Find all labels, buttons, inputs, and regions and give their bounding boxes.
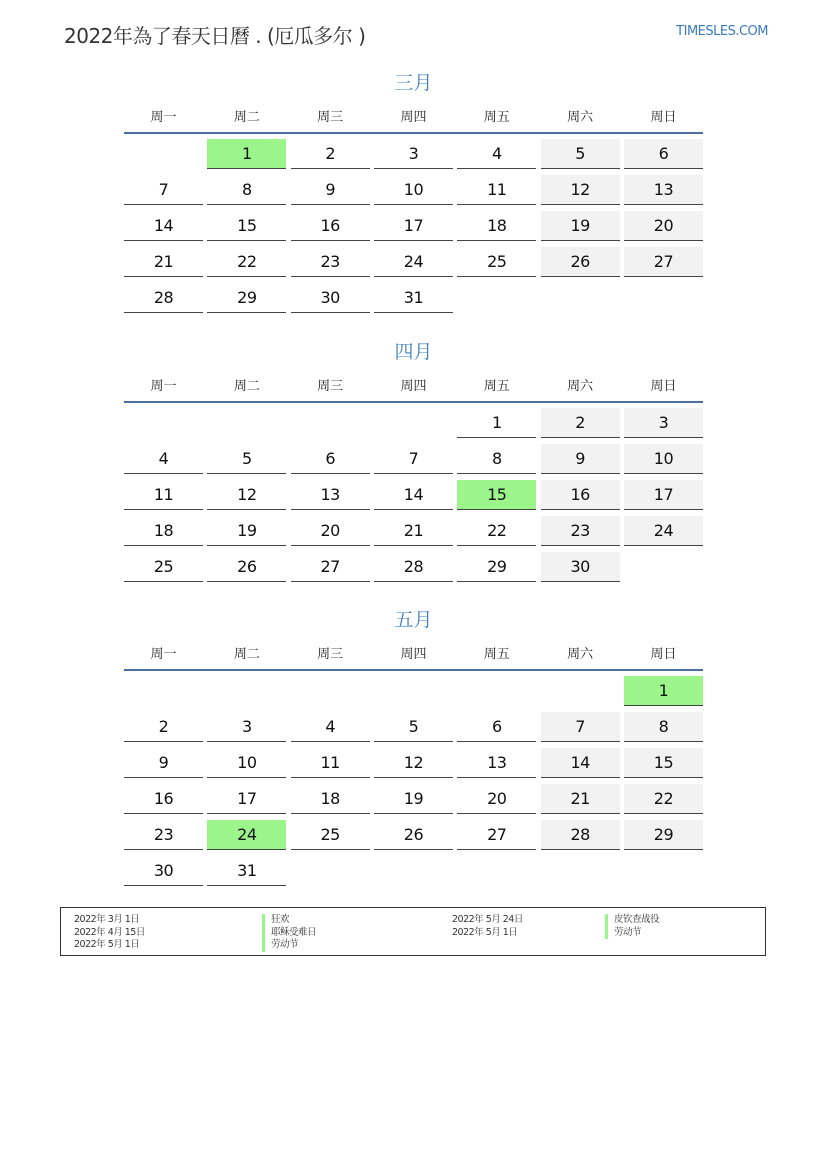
day-cell[interactable]: 27 xyxy=(457,820,536,850)
day-cell[interactable]: 20 xyxy=(291,516,370,546)
day-cell[interactable]: 31 xyxy=(207,856,286,886)
day-cell[interactable]: 19 xyxy=(541,211,620,241)
weekday-label: 周六 xyxy=(567,109,594,125)
day-cell[interactable]: 13 xyxy=(624,175,703,205)
empty-cell xyxy=(457,856,536,886)
day-cell[interactable]: 19 xyxy=(207,516,286,546)
day-cell[interactable]: 21 xyxy=(374,516,453,546)
legend-left-dates xyxy=(74,914,145,952)
day-cell[interactable]: 25 xyxy=(457,247,536,277)
day-cell[interactable]: 26 xyxy=(207,552,286,582)
day-cell[interactable]: 2 xyxy=(291,139,370,169)
empty-cell xyxy=(374,676,453,706)
weekday-header xyxy=(124,367,703,403)
day-cell[interactable]: 27 xyxy=(624,247,703,277)
week-row xyxy=(124,856,703,892)
weekday-label: 周二 xyxy=(233,378,260,394)
weekday-header xyxy=(124,98,703,134)
day-cell[interactable]: 23 xyxy=(124,820,203,850)
day-cell[interactable]: 13 xyxy=(291,480,370,510)
day-cell[interactable]: 3 xyxy=(374,139,453,169)
day-cell[interactable]: 3 xyxy=(207,712,286,742)
legend-right-names xyxy=(605,914,659,939)
day-cell[interactable]: 8 xyxy=(207,175,286,205)
week-row xyxy=(124,444,703,480)
weekday-label: 周六 xyxy=(567,646,594,662)
day-cell[interactable]: 22 xyxy=(457,516,536,546)
day-cell[interactable]: 24 xyxy=(374,247,453,277)
day-cell[interactable]: 11 xyxy=(124,480,203,510)
weekday-label: 周一 xyxy=(150,109,177,125)
day-cell[interactable]: 11 xyxy=(291,748,370,778)
week-row xyxy=(124,820,703,856)
empty-cell xyxy=(291,856,370,886)
day-cell[interactable]: 17 xyxy=(207,784,286,814)
month-april xyxy=(124,337,703,588)
weekday-label: 周二 xyxy=(233,646,260,662)
day-cell[interactable]: 10 xyxy=(374,175,453,205)
empty-cell xyxy=(291,676,370,706)
brand-logo-text[interactable]: TIMESLES.COM xyxy=(676,24,768,39)
day-cell[interactable]: 30 xyxy=(291,283,370,313)
day-cell[interactable]: 15 xyxy=(624,748,703,778)
weekday-label: 周六 xyxy=(567,378,594,394)
legend-date: 2022年 5月 1日 xyxy=(74,939,140,950)
empty-cell xyxy=(124,139,203,169)
day-cell[interactable]: 12 xyxy=(374,748,453,778)
day-cell[interactable]: 15 xyxy=(207,211,286,241)
day-cell[interactable]: 7 xyxy=(374,444,453,474)
day-cell[interactable]: 16 xyxy=(124,784,203,814)
legend-date: 2022年 4月 15日 xyxy=(74,926,145,938)
week-row xyxy=(124,516,703,552)
day-cell[interactable]: 29 xyxy=(207,283,286,313)
week-row xyxy=(124,784,703,820)
day-cell[interactable]: 5 xyxy=(374,712,453,742)
weekday-label: 周五 xyxy=(483,646,510,662)
day-cell[interactable]: 9 xyxy=(541,444,620,474)
month-title: 五月 xyxy=(394,609,433,631)
day-cell[interactable]: 12 xyxy=(207,480,286,510)
week-row xyxy=(124,748,703,784)
day-cell[interactable]: 5 xyxy=(207,444,286,474)
weekday-label: 周日 xyxy=(650,109,677,125)
empty-cell xyxy=(624,552,703,582)
month-march xyxy=(124,68,703,319)
day-cell[interactable]: 4 xyxy=(291,712,370,742)
legend-holiday-name: 劳动节 xyxy=(262,939,316,952)
legend-holiday-name: 狂欢 xyxy=(262,914,316,927)
day-cell[interactable]: 12 xyxy=(541,175,620,205)
weekday-label: 周五 xyxy=(483,109,510,125)
day-cell[interactable]: 29 xyxy=(457,552,536,582)
day-cell[interactable]: 14 xyxy=(374,480,453,510)
weekday-label: 周四 xyxy=(400,646,427,662)
weekday-label: 周四 xyxy=(400,378,427,394)
day-cell[interactable]: 21 xyxy=(541,784,620,814)
weekday-label: 周一 xyxy=(150,646,177,662)
week-row xyxy=(124,283,703,319)
empty-cell xyxy=(624,856,703,886)
holiday-day-cell[interactable]: 15 xyxy=(457,480,536,510)
day-cell[interactable]: 3 xyxy=(624,408,703,438)
week-row xyxy=(124,408,703,444)
day-cell[interactable]: 2 xyxy=(124,712,203,742)
legend-date: 2022年 5月 1日 xyxy=(452,926,518,938)
day-cell[interactable]: 14 xyxy=(124,211,203,241)
empty-cell xyxy=(207,408,286,438)
month-may xyxy=(124,605,703,892)
day-cell[interactable]: 31 xyxy=(374,283,453,313)
week-row xyxy=(124,247,703,283)
page-title: 2022年為了春天日曆 . (厄瓜多尔 ) xyxy=(64,24,366,48)
day-cell[interactable]: 6 xyxy=(624,139,703,169)
weekday-label: 周日 xyxy=(650,378,677,394)
holiday-day-cell[interactable]: 1 xyxy=(624,676,703,706)
weekday-label: 周三 xyxy=(317,109,344,125)
empty-cell xyxy=(374,856,453,886)
day-cell[interactable]: 6 xyxy=(457,712,536,742)
weekday-label: 周三 xyxy=(317,378,344,394)
legend-holiday-name: 劳动节 xyxy=(605,927,659,940)
day-cell[interactable]: 5 xyxy=(541,139,620,169)
week-row xyxy=(124,175,703,211)
empty-cell xyxy=(374,408,453,438)
day-cell[interactable]: 10 xyxy=(624,444,703,474)
week-row xyxy=(124,139,703,175)
weekday-label: 周一 xyxy=(150,378,177,394)
day-cell[interactable]: 1 xyxy=(457,408,536,438)
day-cell[interactable]: 17 xyxy=(374,211,453,241)
day-cell[interactable]: 19 xyxy=(374,784,453,814)
day-cell[interactable]: 23 xyxy=(541,516,620,546)
day-cell[interactable]: 16 xyxy=(291,211,370,241)
day-cell[interactable]: 20 xyxy=(457,784,536,814)
legend-right-dates xyxy=(452,914,523,939)
day-cell[interactable]: 28 xyxy=(124,283,203,313)
day-cell[interactable]: 25 xyxy=(124,552,203,582)
day-cell[interactable]: 13 xyxy=(457,748,536,778)
week-row xyxy=(124,552,703,588)
day-cell[interactable]: 25 xyxy=(291,820,370,850)
day-cell[interactable]: 4 xyxy=(124,444,203,474)
day-cell[interactable]: 7 xyxy=(541,712,620,742)
day-cell[interactable]: 10 xyxy=(207,748,286,778)
empty-cell xyxy=(541,676,620,706)
day-cell[interactable]: 27 xyxy=(291,552,370,582)
day-cell[interactable]: 11 xyxy=(457,175,536,205)
empty-cell xyxy=(541,856,620,886)
holiday-day-cell[interactable]: 24 xyxy=(207,820,286,850)
week-row xyxy=(124,480,703,516)
empty-cell xyxy=(624,283,703,313)
legend-left-names xyxy=(262,914,316,952)
weekday-label: 周四 xyxy=(400,109,427,125)
legend-date: 2022年 3月 1日 xyxy=(74,914,140,925)
empty-cell xyxy=(457,676,536,706)
empty-cell xyxy=(541,283,620,313)
weekday-label: 周五 xyxy=(483,378,510,394)
day-cell[interactable]: 9 xyxy=(291,175,370,205)
day-cell[interactable]: 14 xyxy=(541,748,620,778)
day-cell[interactable]: 22 xyxy=(207,247,286,277)
day-cell[interactable]: 29 xyxy=(624,820,703,850)
day-cell[interactable]: 17 xyxy=(624,480,703,510)
day-cell[interactable]: 2 xyxy=(541,408,620,438)
week-row xyxy=(124,211,703,247)
holiday-day-cell[interactable]: 1 xyxy=(207,139,286,169)
day-cell[interactable]: 18 xyxy=(457,211,536,241)
weekday-header xyxy=(124,635,703,671)
day-cell[interactable]: 21 xyxy=(124,247,203,277)
day-cell[interactable]: 18 xyxy=(124,516,203,546)
day-cell[interactable]: 26 xyxy=(541,247,620,277)
month-title: 四月 xyxy=(394,341,433,363)
weekday-label: 周二 xyxy=(233,109,260,125)
day-cell[interactable]: 22 xyxy=(624,784,703,814)
week-row xyxy=(124,712,703,748)
day-cell[interactable]: 30 xyxy=(541,552,620,582)
day-cell[interactable]: 16 xyxy=(541,480,620,510)
day-cell[interactable]: 30 xyxy=(124,856,203,886)
day-cell[interactable]: 20 xyxy=(624,211,703,241)
day-cell[interactable]: 7 xyxy=(124,175,203,205)
day-cell[interactable]: 9 xyxy=(124,748,203,778)
day-grid xyxy=(124,139,703,319)
weekday-label: 周三 xyxy=(317,646,344,662)
month-title: 三月 xyxy=(394,72,433,94)
holiday-legend xyxy=(60,907,766,956)
weekday-label: 周日 xyxy=(650,646,677,662)
day-cell[interactable]: 8 xyxy=(457,444,536,474)
day-cell[interactable]: 24 xyxy=(624,516,703,546)
day-cell[interactable]: 23 xyxy=(291,247,370,277)
empty-cell xyxy=(124,676,203,706)
legend-holiday-name: 皮钦查战役 xyxy=(605,914,659,927)
day-cell[interactable]: 28 xyxy=(541,820,620,850)
legend-holiday-name: 耶稣受难日 xyxy=(262,927,316,940)
empty-cell xyxy=(207,676,286,706)
day-grid xyxy=(124,676,703,892)
empty-cell xyxy=(124,408,203,438)
day-cell[interactable]: 28 xyxy=(374,552,453,582)
day-cell[interactable]: 26 xyxy=(374,820,453,850)
day-cell[interactable]: 8 xyxy=(624,712,703,742)
day-cell[interactable]: 4 xyxy=(457,139,536,169)
day-grid xyxy=(124,408,703,588)
week-row xyxy=(124,676,703,712)
empty-cell xyxy=(457,283,536,313)
legend-date: 2022年 5月 24日 xyxy=(452,914,523,925)
empty-cell xyxy=(291,408,370,438)
day-cell[interactable]: 6 xyxy=(291,444,370,474)
day-cell[interactable]: 18 xyxy=(291,784,370,814)
